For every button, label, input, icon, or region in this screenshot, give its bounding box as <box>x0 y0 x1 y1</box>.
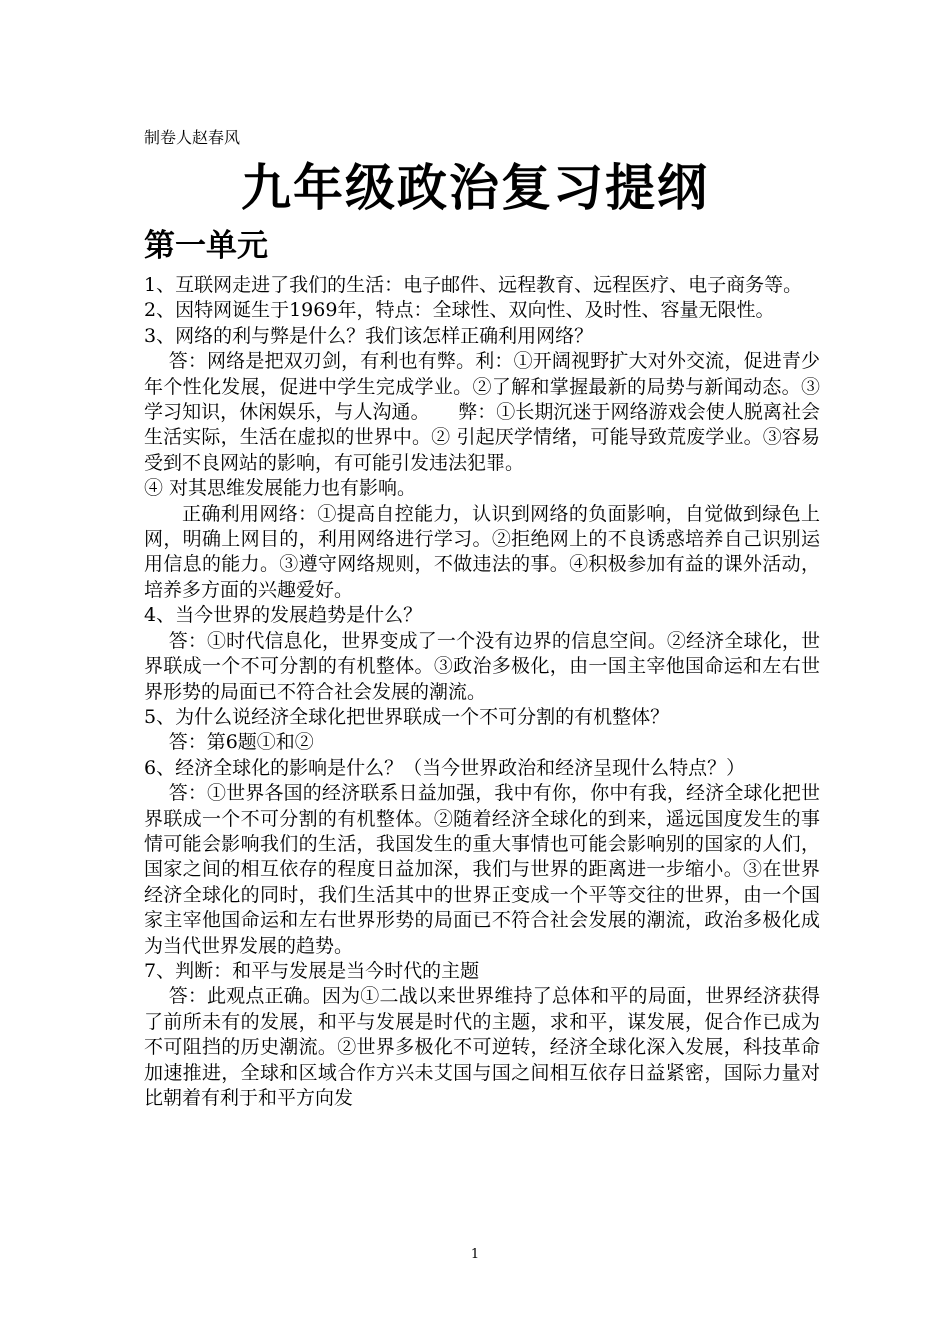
paragraph: 5、为什么说经济全球化把世界联成一个不可分割的有机整体？ <box>144 705 670 728</box>
paragraph: 1、互联网走进了我们的生活：电子邮件、远程教育、远程医疗、电子商务等。 <box>144 274 803 296</box>
paragraph: 7、判断：和平与发展是当今时代的主题 <box>144 959 480 982</box>
answer-paragraph: 答：此观点正确。因为①二战以来世界维持了总体和平的局面，世界经济获得了前所未有的发展，和平与发展是时代的主题，求和平，谋发展，促合作已成为不可阻挡的历史潮流。②世界多极化不可逆转，经济全球化深入发展，科技革命加速推进，全球和区域合作方兴未艾国与国之间相互依存日益紧密，国际力量对比朝着有利于和平方向发 <box>144 985 820 1109</box>
paragraph: 6、经济全球化的影响是什么？（当今世界政治和经济呈现什么特点？） <box>144 756 746 779</box>
answer-paragraph: 答：①世界各国的经济联系日益加强，我中有你，你中有我，经济全球化把世界联成一个不可分割的有机整体。②随着经济全球化的到来，遥远国度发生的事情可能会影响我们的生活，我国发生的重大事情也可能会影响别的国家的人们，国家之间的相互依存的程度日益加深，我们与世界的距离进一步缩小。③在世界经济全球化的同时，我们生活其中的世界正变成一个平等交往的世界，由一个国家主宰他国命运和左右世界形势的局面已不符合社会发展的潮流，政治多极化成为当代世界发展的趋势。 <box>144 782 820 957</box>
unit-heading: 第一单元 <box>144 228 268 264</box>
page-number: 1 <box>470 1247 480 1262</box>
answer-paragraph: 答：网络是把双刃剑，有利也有弊。利：①开阔视野扩大对外交流，促进青少年个性化发展，促进中学生完成学业。②了解和掌握最新的局势与新闻动态。③学习知识，休闲娱乐，与人沟通。 弊：①长期沉迷于网络游戏会使人脱离社会生活实际，生活在虚拟的世界中。② 引起厌学情绪，可能导致荒废学业。③容易受到不良网站的影响，有可能引发违法犯罪。 <box>144 350 820 474</box>
paragraph: ④ 对其思维发展能力也有影响。 <box>144 477 417 500</box>
paragraph: 2、因特网诞生于1969年，特点：全球性、双向性、及时性、容量无限性。 <box>144 299 775 322</box>
document-body <box>144 273 820 1111</box>
author-line: 制卷人赵春风 <box>144 128 241 147</box>
answer-paragraph: 正确利用网络：①提高自控能力，认识到网络的负面影响，自觉做到绿色上网，明确上网目的，利用网络进行学习。②拒绝网上的不良诱惑培养自己识别运用信息的能力。③遵守网络规则，不做违法的事。④积极参加有益的课外活动，培养多方面的兴趣爱好。 <box>144 502 820 601</box>
answer-paragraph: 答：第6题①和② <box>168 731 314 754</box>
paragraph: 4、当今世界的发展趋势是什么？ <box>144 604 423 627</box>
page-title: 九年级政治复习提纲 <box>241 158 709 217</box>
paragraph: 3、网络的利与弊是什么？我们该怎样正确利用网络？ <box>144 324 594 347</box>
answer-paragraph: 答：①时代信息化，世界变成了一个没有边界的信息空间。②经济全球化，世界联成一个不可分割的有机整体。③政治多极化，由一国主宰他国命运和左右世界形势的局面已不符合社会发展的潮流。 <box>144 629 820 703</box>
